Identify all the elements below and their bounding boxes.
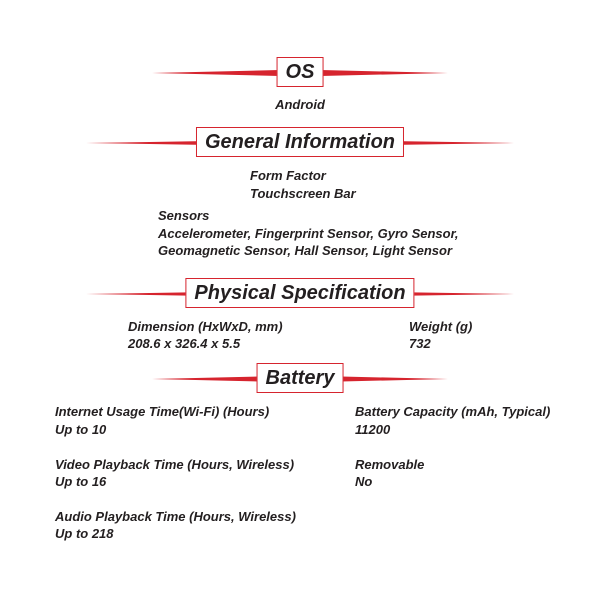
physical-section-header: [0, 278, 600, 310]
os-heading: OS: [277, 57, 324, 87]
battery-capacity-label: Battery Capacity (mAh, Typical): [355, 404, 551, 419]
general-section-header: [0, 127, 600, 159]
physical-heading: Physical Specification: [185, 278, 414, 308]
internet-usage-value: Up to 10: [55, 422, 107, 437]
sensors-value-line2: Geomagnetic Sensor, Hall Sensor, Light Sensor: [158, 243, 453, 258]
dimension-value: 208.6 x 326.4 x 5.5: [128, 336, 241, 351]
removable-value: No: [355, 474, 373, 489]
os-value: Android: [275, 97, 325, 112]
form-factor-value: Touchscreen Bar: [250, 186, 356, 201]
battery-heading: Battery: [257, 363, 344, 393]
video-playback-label: Video Playback Time (Hours, Wireless): [55, 457, 295, 472]
os-section-header: [0, 57, 600, 89]
general-heading: General Information: [196, 127, 404, 157]
audio-playback-label: Audio Playback Time (Hours, Wireless): [55, 509, 296, 524]
form-factor-label: Form Factor: [250, 168, 326, 183]
internet-usage-label: Internet Usage Time(Wi-Fi) (Hours): [55, 404, 270, 419]
sensors-value-line1: Accelerometer, Fingerprint Sensor, Gyro Sensor,: [158, 226, 459, 241]
battery-capacity-value: 11200: [355, 422, 391, 437]
battery-section-header: [0, 363, 600, 395]
weight-label: Weight (g): [409, 319, 473, 334]
removable-label: Removable: [355, 457, 425, 472]
sensors-label: Sensors: [158, 208, 210, 223]
dimension-label: Dimension (HxWxD, mm): [128, 319, 283, 334]
weight-value: 732: [409, 336, 431, 351]
audio-playback-value: Up to 218: [55, 526, 114, 541]
video-playback-value: Up to 16: [55, 474, 107, 489]
